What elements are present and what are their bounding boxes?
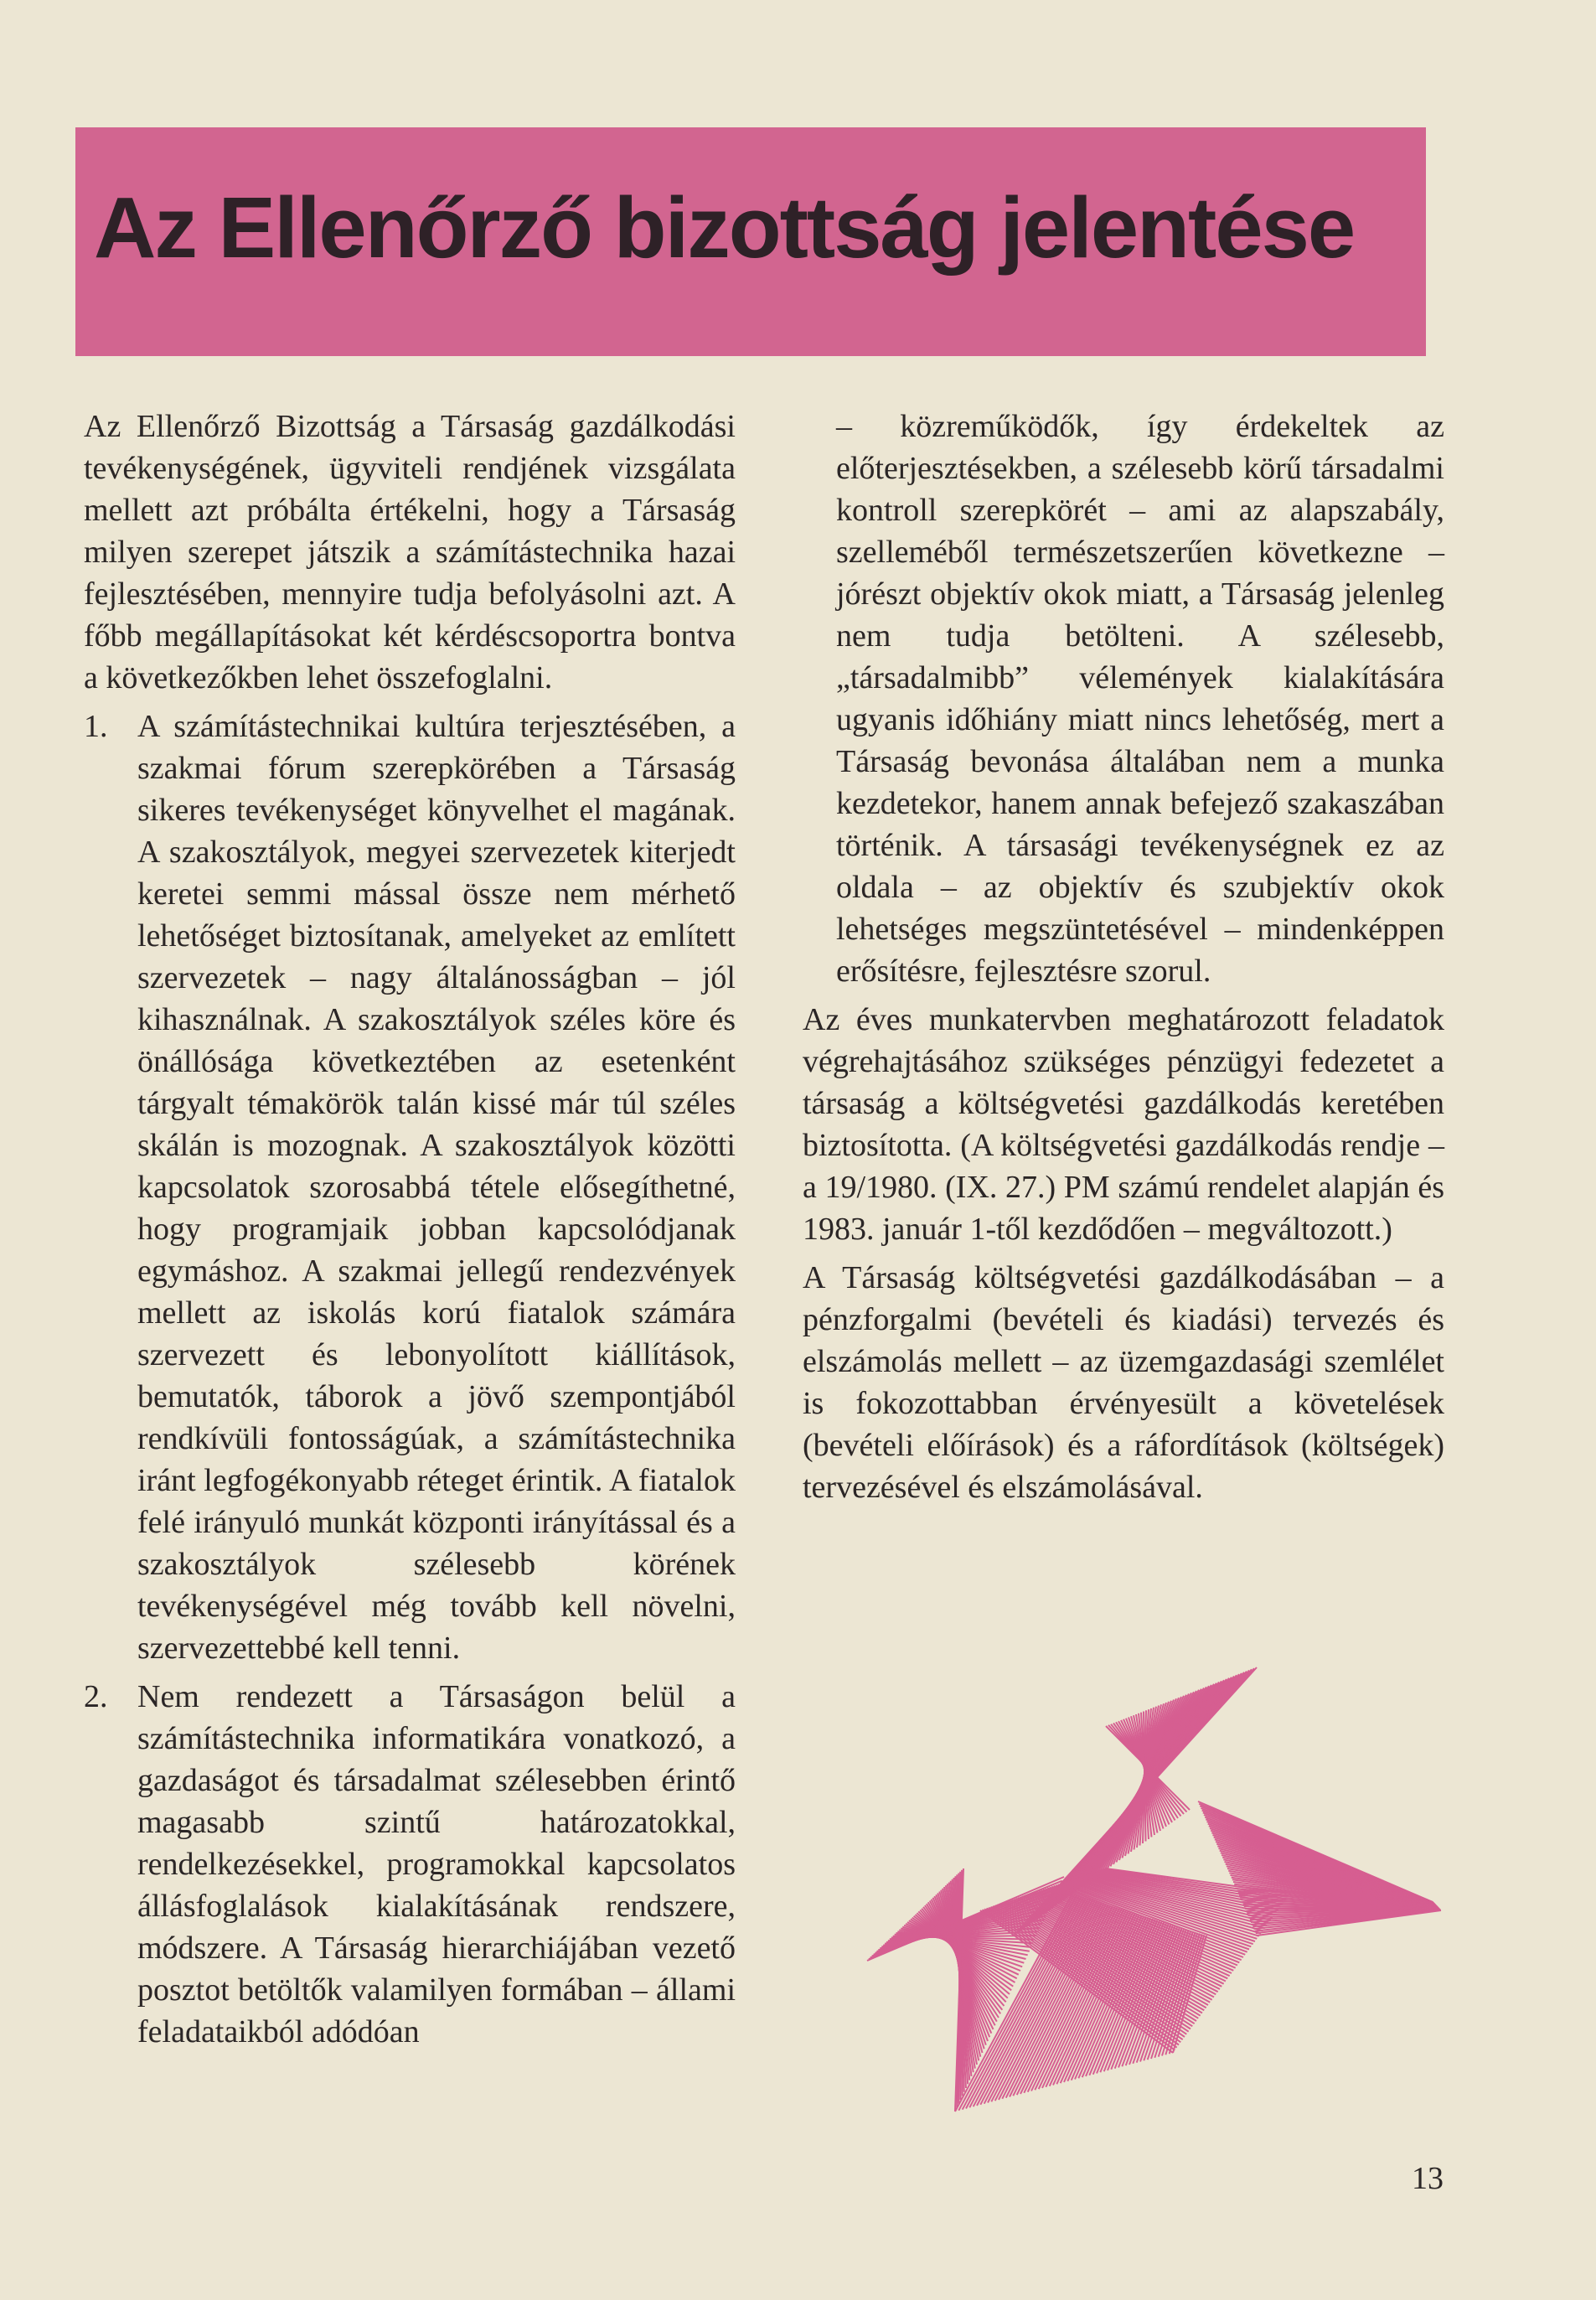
line-art-graphic [855, 1659, 1458, 2137]
list-item-number: 2. [84, 1679, 108, 1714]
list-item [84, 1676, 736, 2053]
continuation-paragraph: – közreműködők, így érdekeltek az előterjesztésekben, a szélesebb körű társadalmi kontroll szerepkörét – ami az alapszabály, szelleméből természetszerűen következne – jórészt objektív okok miatt, a Társaság jelenleg nem tudja betölteni. A szélesebb, „társadalmibb” vélemények kialakítására ugyanis időhiány miatt nincs lehetőség, mert a Társaság bevonása általában nem a munka kezdetekor, hanem annak befejező szakaszában történik. A társasági tevékenységnek ez az oldala – az objektív és szubjektív okok lehetséges megszüntetésével – mindenképpen erősítésre, fejlesztésre szorul. [836, 409, 1444, 989]
title-banner [75, 127, 1426, 356]
list-item-text: A számítástechnikai kultúra terjesztésében, a szakmai fórum szerepkörében a Társaság sikeres tevékenységet könyvelhet el magának. A szakosztályok, megyei szervezetek kiterjedt keretei semmi mással össze nem mérhető lehetőséget biztosítanak, amelyeket az említett szervezetek – nagy általánosságban – jól kihasználnak. A szakosztályok széles köre és önállósága következtében az esetenként tárgyalt témakörök talán kissé már túl széles skálán is mozognak. A szakosztályok közötti kapcsolatok szorosabbá tétele elősegíthetné, hogy programjaik jobban kapcsolódjanak egymáshoz. A szakmai jellegű rendezvények mellett az iskolás korú fiatalok számára szervezett és lebonyolított kiállítások, bemutatók, táborok a jövő szempontjából rendkívüli fontosságúak, a számítástechnika iránt legfogékonyabb réteget érintik. A fiatalok felé irányuló munkát központi irányítással és a szakosztályok szélesebb körének tevékenységével még tovább kell növelni, szervezettebbé kell tenni. [137, 709, 736, 1666]
page-title: Az Ellenőrző bizottság jelentése [94, 179, 1355, 276]
left-column [84, 406, 736, 2060]
list-item-number: 1. [84, 709, 108, 744]
line-art-strokes [867, 1667, 1441, 2111]
right-column [803, 406, 1444, 1515]
list-item-text: Nem rendezett a Társaságon belül a számítástechnika informatikára vonatkozó, a gazdaságot és társadalmat szélesebben érintő magasabb szintű határozatokkal, rendelkezésekkel, programokkal kapcsolatos állásfoglalások kialakításának rendszere, módszere. A Társaság hierarchiájában vezető posztot betöltők valamilyen formában – állami feladataikból adódóan [137, 1679, 736, 2049]
accounting-paragraph: A Társaság költségvetési gazdálkodásában – a pénzforgalmi (bevételi és kiadási) tervezés és elszámolás mellett – az üzemgazdasági szemlélet is fokozottabban érvényesült a követelések (bevételi előírások) és a ráfordítások (költségek) tervezésével és elszámolásával. [803, 1260, 1444, 1505]
page-number: 13 [1412, 2161, 1444, 2196]
list-item [84, 706, 736, 1669]
findings-list [84, 706, 736, 2053]
intro-paragraph: Az Ellenőrző Bizottság a Társaság gazdálkodási tevékenységének, ügyviteli rendjének vizsgálata mellett azt próbálta értékelni, hogy a Társaság milyen szerepet játszik a számítástechnika hazai fejlesztésében, mennyire tudja befolyásolni azt. A főbb megállapításokat két kérdéscsoportra bontva a következőkben lehet összefoglalni. [84, 409, 736, 695]
budget-paragraph: Az éves munkatervben meghatározott feladatok végrehajtásához szükséges pénzügyi fedezetet a társaság a költségvetési gazdálkodás keretében biztosította. (A költségvetési gazdálkodás rendje – a 19/1980. (IX. 27.) PM számú rendelet alapján és 1983. január 1-től kezdődően – megváltozott.) [803, 1002, 1444, 1247]
